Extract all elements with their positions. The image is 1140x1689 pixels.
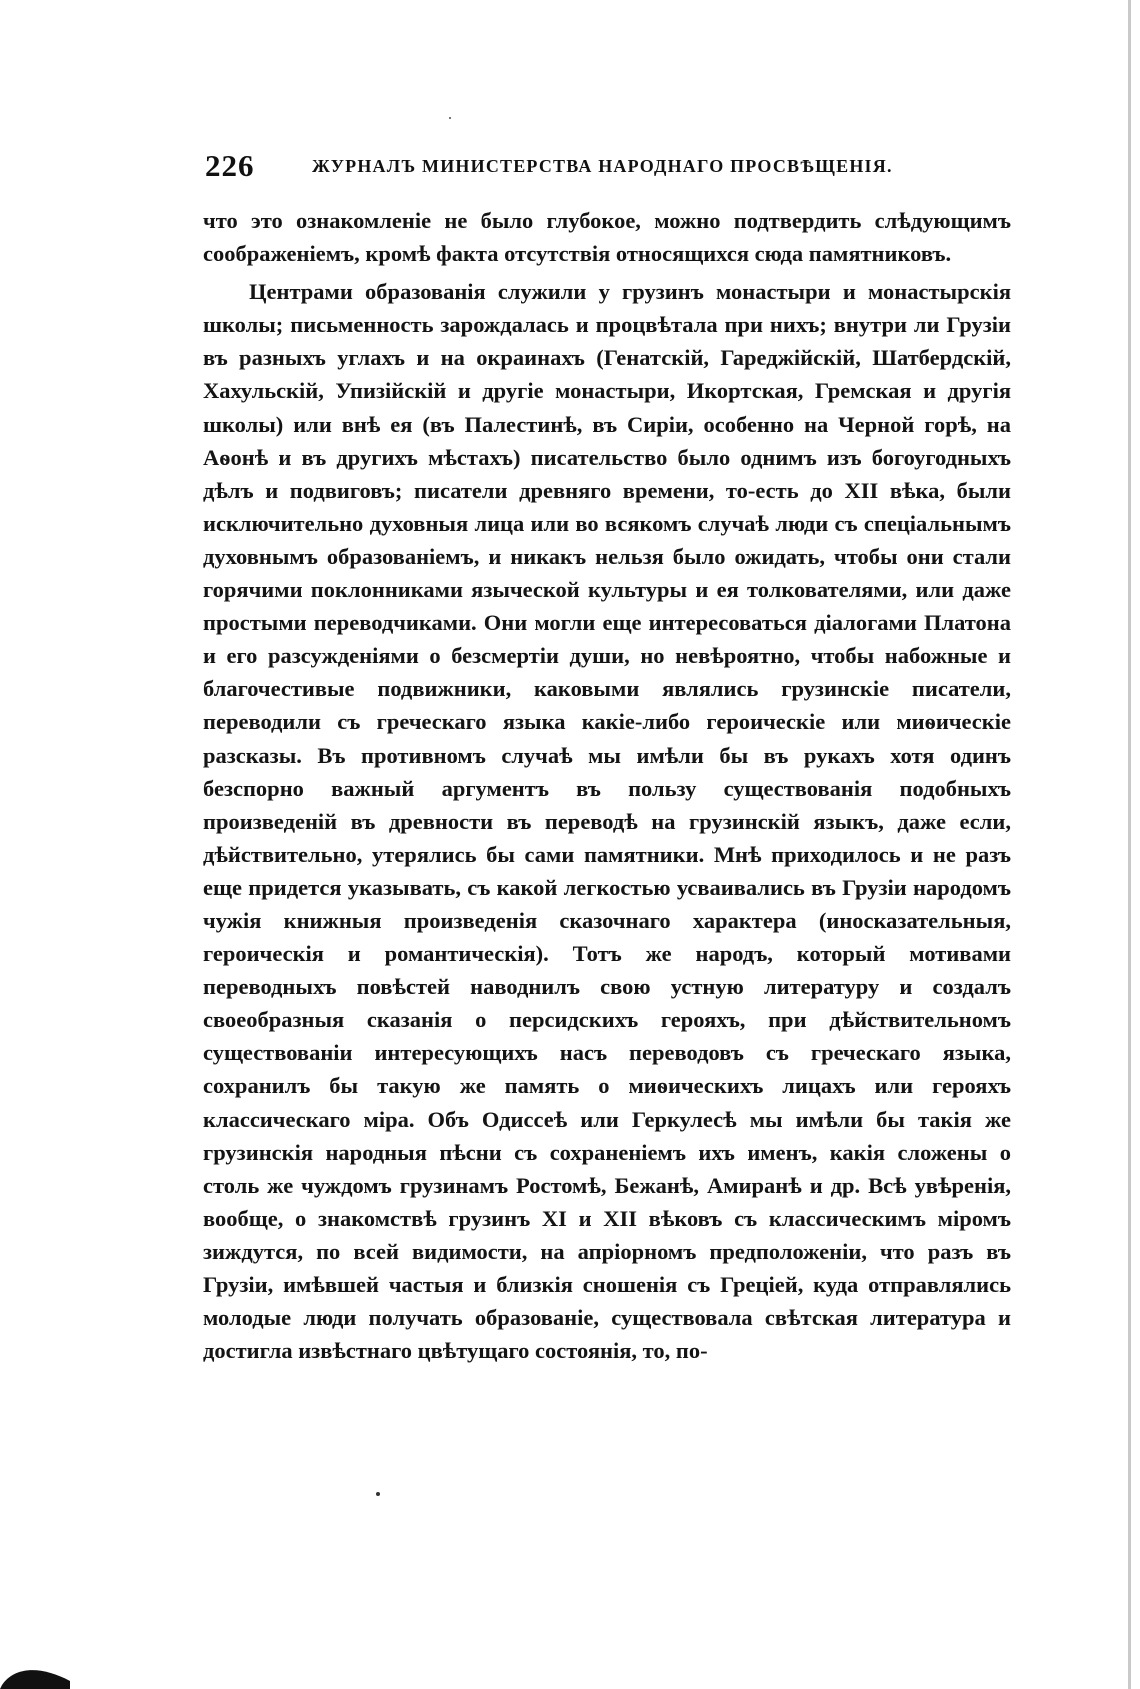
ink-blot-mark [0,1655,72,1689]
paragraph-continued: что это ознакомленіе не было глубокое, можно подтвердить слѣдующимъ соображеніемъ, кромѣ факта отсутствія относящихся сюда памятниковъ. [203,208,1011,267]
stray-dot [376,1492,380,1496]
paragraph-main: Центрами образованія служили у грузинъ монастыри и монастырскія школы; письменность зарождалась и процвѣтала при нихъ; внутри ли Грузіи въ разныхъ углахъ и на окраинахъ (Генатскій, Гареджійскій, Шатбердскій, Хахульскій, Упизійскій и другіе монастыри, Икортская, Гремская и другія школы) или внѣ ея (въ Палестинѣ, въ Сиріи, особенно на Черной горѣ, на Аѳонѣ и въ другихъ мѣстахъ) писательство было однимъ изъ богоугодныхъ дѣлъ и подвиговъ; писатели древняго времени, то-есть до XII вѣка, были исключительно духовныя лица или во всякомъ случаѣ люди съ спеціальнымъ духовнымъ образованіемъ, и никакъ нельзя было ожидать, чтобы они стали горячими поклонниками языческой культуры и ея толкователями, или даже простыми переводчиками. Они могли еще интересоваться діалогами Платона и его разсужденіями о безсмертіи души, но невѣроятно, чтобы набожные и благочестивые подвижники, каковыми являлись грузинскіе писатели, переводили съ греческаго языка какіе-либо героическіе или миѳическіе разсказы. Въ противномъ случаѣ мы имѣли бы въ рукахъ хотя одинъ безспорно важный аргументъ въ пользу существованія подобныхъ произведеній въ древности въ переводѣ на грузинскій языкъ, даже если, дѣйствительно, утерялись бы сами памятники. Мнѣ приходилось и не разъ еще придется указывать, съ какой легкостью усваивались въ Грузіи народомъ чужія книжныя произведенія сказочнаго характера (иносказательныя, героическія и романтическія). Тотъ же народъ, который мотивами переводныхъ повѣстей наводнилъ свою устную литературу и создалъ своеобразныя сказанія о персидскихъ герояхъ, при дѣйствительномъ существованіи интересующихъ насъ переводовъ съ греческаго языка, сохранилъ бы такую же память о миѳическихъ лицахъ или герояхъ классическаго міра. Объ Одиссеѣ или Геркулесѣ мы имѣли бы такія же грузинскія народныя пѣсни съ сохраненіемъ ихъ именъ, какія сложены о столь же чуждомъ грузинамъ Ростомѣ, Бежанѣ, Амиранѣ и др. Всѣ увѣренія, вообще, о знакомствѣ грузинъ XI и XII вѣковъ съ классическимъ міромъ зиждутся, по всей видимости, на апріорномъ предположеніи, что разъ въ Грузіи, имѣвшей частыя и близкія сношенія съ Греціей, куда отправлялись молодые люди получать образованіе, существовала свѣтская литература и достигла извѣстнаго цвѣтущаго состоянія, то, по- [203,279,1011,1364]
page-number: 226 [205,148,255,183]
page-header [205,148,1015,188]
running-title: ЖУРНАЛЪ МИНИСТЕРСТВА НАРОДНАГО ПРОСВѢЩЕНІЯ. [312,156,893,176]
print-speck [449,117,451,119]
body-text [203,204,1011,1367]
page-edge-shadow [1128,0,1131,1689]
